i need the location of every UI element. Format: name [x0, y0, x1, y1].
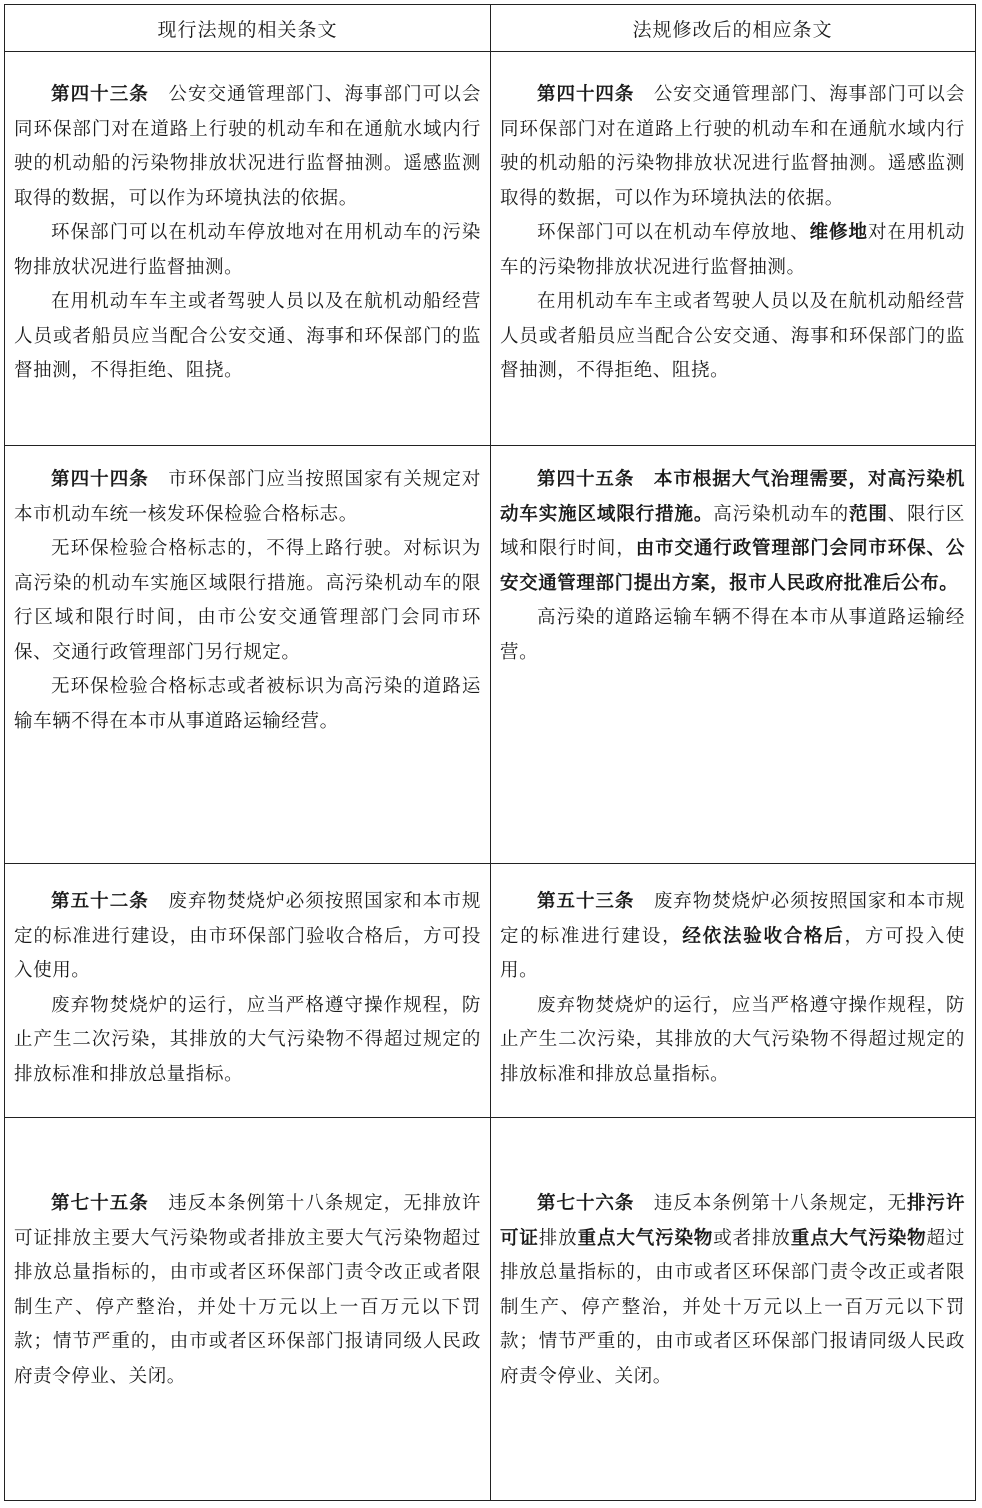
- table-header-row: [5, 5, 975, 52]
- cell-text: [14, 1187, 481, 1394]
- article-paragraph: [14, 532, 481, 670]
- emphasized-text: 第七十五条: [51, 1193, 149, 1214]
- amended-article-cell: [491, 1118, 974, 1500]
- text-run: 排放: [538, 1227, 578, 1249]
- text-run: 公安交通管理部门、海事部门可以会同环保部门对在道路上行驶的机动车和在通航水域内行驶的机动船的污染物排放状况进行监督抽测。遥感监测取得的数据，可以作为环境执法的依据。: [14, 84, 481, 209]
- cell-text: [14, 885, 481, 1092]
- emphasized-text: 重点大气污染物: [790, 1227, 927, 1249]
- table-row-article-75: [5, 1118, 975, 1500]
- article-paragraph: [500, 78, 965, 216]
- table-row-article-44: [5, 446, 975, 864]
- text-run: 环保部门可以在机动车停放地对在用机动车的污染物排放状况进行监督抽测。: [14, 222, 481, 278]
- article-paragraph: [14, 670, 481, 739]
- emphasized-text: 重点大气污染物: [577, 1227, 714, 1249]
- text-run: 环保部门可以在机动车停放地、: [537, 222, 810, 243]
- comparison-table: [4, 4, 976, 1501]
- article-paragraph: [14, 216, 481, 285]
- article-paragraph: [500, 285, 965, 389]
- article-paragraph: [500, 463, 965, 601]
- header-current-regulation: 现行法规的相关条文: [5, 5, 491, 51]
- text-run: 公安交通管理部门、海事部门可以会同环保部门对在道路上行驶的机动车和在通航水域内行驶的机动船的污染物排放状况进行监督抽测。遥感监测取得的数据，可以作为环境执法的依据。: [500, 84, 965, 209]
- text-run: 超过排放总量指标的，由市或者区环保部门责令改正或者限制生产、停产整治，并处十万元以上一百万元以下罚款；情节严重的，由市或者区环保部门报请同级人民政府责令停业、关闭。: [500, 1227, 966, 1387]
- article-paragraph: [14, 1187, 481, 1394]
- article-paragraph: [500, 601, 965, 670]
- article-paragraph: [14, 78, 481, 216]
- amended-article-cell: [491, 446, 974, 863]
- amended-article-cell: [491, 864, 974, 1117]
- text-run: 无环保检验合格标志或者被标识为高污染的道路运输车辆不得在本市从事道路运输经营。: [14, 676, 481, 732]
- text-run: 对在用机动车的污染物排放状况进行监督抽测。: [500, 222, 965, 278]
- text-run: 在用机动车车主或者驾驶人员以及在航机动船经营人员或者船员应当配合公安交通、海事和环保部门的监督抽测，不得拒绝、阻挠。: [500, 291, 965, 381]
- cell-text: [500, 885, 965, 1092]
- text-run: 、限行区域和限行时间，: [500, 503, 965, 559]
- text-run: 废弃物焚烧炉必须按照国家和本市规定的标准进行建设，: [500, 891, 965, 947]
- emphasized-text: 第五十三条: [537, 891, 635, 912]
- emphasized-text: 排污许可证: [500, 1193, 965, 1249]
- emphasized-text: 维修地: [809, 222, 868, 243]
- article-paragraph: [14, 989, 481, 1093]
- article-paragraph: [500, 885, 965, 989]
- article-paragraph: [500, 989, 965, 1093]
- current-article-cell: [5, 1118, 491, 1500]
- text-run: 违反本条例第十八条规定，无排放许可证排放主要大气污染物或者排放主要大气污染物超过排放总量指标的，由市或者区环保部门责令改正或者限制生产、停产整治，并处十万元以上一百万元以下罚款；情节严重的，由市或者区环保部门报请同级人民政府责令停业、关闭。: [14, 1193, 481, 1387]
- current-article-cell: [5, 52, 491, 445]
- article-paragraph: [14, 285, 481, 389]
- emphasized-text: 第四十三条: [51, 84, 149, 105]
- cell-text: [500, 1187, 965, 1394]
- text-run: 市环保部门应当按照国家有关规定对本市机动车统一核发环保检验合格标志。: [14, 469, 481, 525]
- emphasized-text: 经依法验收合格后: [682, 925, 845, 947]
- cell-text: [500, 463, 965, 670]
- article-paragraph: [500, 1187, 965, 1394]
- current-article-cell: [5, 864, 491, 1117]
- table-row-article-52: [5, 864, 975, 1118]
- cell-text: [14, 463, 481, 739]
- text-run: 废弃物焚烧炉必须按照国家和本市规定的标准进行建设，由市环保部门验收合格后，方可投入使用。: [14, 891, 481, 981]
- current-article-cell: [5, 446, 491, 863]
- emphasized-text: 第五十二条: [51, 891, 149, 912]
- emphasized-text: 由市交通行政管理部门会同市环保、公安交通管理部门提出方案，报市人民政府批准后公布。: [500, 538, 966, 594]
- text-run: 高污染的道路运输车辆不得在本市从事道路运输经营。: [500, 607, 965, 663]
- emphasized-text: 第四十四条: [537, 84, 635, 105]
- text-run: 废弃物焚烧炉的运行，应当严格遵守操作规程，防止产生二次污染，其排放的大气污染物不得超过规定的排放标准和排放总量指标。: [14, 994, 481, 1085]
- header-amended-regulation: 法规修改后的相应条文: [632, 18, 833, 41]
- text-run: [634, 469, 653, 490]
- text-run: 废弃物焚烧炉的运行，应当严格遵守操作规程，防止产生二次污染，其排放的大气污染物不得超过规定的排放标准和排放总量指标。: [500, 994, 965, 1085]
- amended-article-cell: [491, 52, 974, 445]
- text-run: 高污染机动车的: [713, 503, 849, 525]
- emphasized-text: 第四十五条: [537, 469, 635, 490]
- text-run: ，方可投入使用。: [500, 925, 965, 981]
- text-run: 违反本条例第十八条规定，无: [634, 1193, 907, 1214]
- text-run: 在用机动车车主或者驾驶人员以及在航机动船经营人员或者船员应当配合公安交通、海事和环保部门的监督抽测，不得拒绝、阻挠。: [14, 291, 481, 381]
- text-run: 或者排放: [713, 1227, 791, 1249]
- cell-text: [14, 78, 481, 389]
- cell-text: [500, 78, 965, 389]
- emphasized-text: 第七十六条: [537, 1193, 635, 1214]
- text-run: 无环保检验合格标志的，不得上路行驶。对标识为高污染的机动车实施区域限行措施。高污染机动车的限行区域和限行时间，由市公安交通管理部门会同市环保、交通行政管理部门另行规定。: [14, 538, 481, 663]
- emphasized-text: 范围: [848, 503, 888, 525]
- table-row-article-43: [5, 52, 975, 446]
- article-paragraph: [14, 463, 481, 532]
- article-paragraph: [500, 216, 965, 285]
- article-paragraph: [14, 885, 481, 989]
- emphasized-text: 第四十四条: [51, 469, 149, 490]
- emphasized-text: 本市根据大气治理需要，对高污染机动车实施区域限行措施。: [500, 469, 965, 525]
